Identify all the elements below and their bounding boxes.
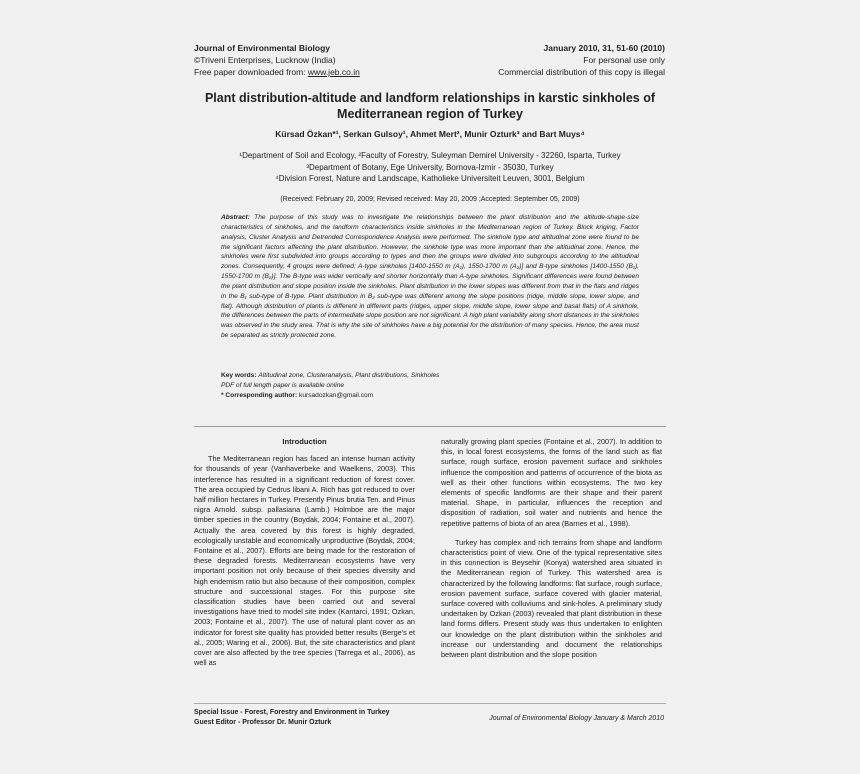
authors: Kürsad Özkan*¹, Serkan Gulsoy¹, Ahmet Mert², Munir Ozturk³ and Bart Muys⁴	[275, 129, 585, 139]
keywords-label: Key words:	[221, 372, 257, 379]
download-prefix: Free paper downloaded from:	[194, 67, 308, 77]
corresponding-email[interactable]: kursadozkan@gmail.com	[299, 392, 374, 399]
issue-date: January 2010, 31, 51-60 (2010)	[543, 43, 665, 53]
download-line	[194, 66, 360, 78]
header-right	[498, 42, 665, 78]
intro-heading: Introduction	[282, 437, 327, 446]
download-link[interactable]: www.jeb.co.in	[307, 67, 360, 77]
intro-paragraph-1: The Mediterranean region has faced an intense human activity for thousands of year (Vanhaverbeke and Waelkens, 2003). This interference has resulted in a significant reduction of forest cover. The area occupied by Cedrus libani A. Rich has got reduced to over half million hectares in Turkey. Presently Pinus brutia Ten. and Pinus nigra Arnold. subsp. pallasiana (Lamb.) Holmboe are the major timber species in the country (Boydak, 2004; Fontaine et al., 2007). Actually the area covered by this forest is highly degraded, ecologically unstable and economically unproductive (Boydak, 2004; Fontaine et al., 2007). Efforts are being made for the restoration of these degraded forests. Mediterranean ecosystems have very important position not only because of their species diversity and high endemism ratio but also because of their composition, complex structure and successional stages. For this purpose site classification studies have been carried out and several investigations have tried to model site index (Kantarci, 1991; Ozkan, 2003; Fontaine et al., 2007). The use of natural plant cover as an indicator for forest site quality has provided better results (Berge's et al., 2005; Waring et al., 2006). But, the site characteristics and plant cover are also affected by the tree species (Tarrega et al., 2006), as well as	[194, 454, 415, 668]
affiliation-1: ¹Department of Soil and Ecology, ²Faculty of Forestry, Suleyman Demirel University - 32260, Isparta, Turkey	[239, 151, 621, 160]
keywords-text: Altitudinal zone, Clusteranalysis, Plant distributions, Sinkholes	[258, 372, 440, 379]
keywords-line	[221, 371, 639, 381]
header-left	[194, 42, 360, 78]
special-issue-label: Special Issue - Forest, Forestry and Environment in Turkey	[194, 709, 390, 716]
footer-journal-date: Journal of Environmental Biology January & March 2010	[489, 715, 664, 722]
footer-left	[194, 708, 390, 728]
pdf-note: PDF of full length paper is available online	[221, 382, 345, 389]
corresponding-line	[221, 391, 639, 401]
personal-use-note: For personal use only	[583, 55, 665, 65]
intro-paragraph-continued: naturally growing plant species (Fontaine et al., 2007). In addition to this, in local forest ecosystems, the forms of the land such as flat surface, rough surface, erosion pavement surface and sinkholes influence the composition and patterns of occurrence of the biota as well as their other functions within ecosystems. The two key elements of specific landforms are their shape and their parent material. Shape, in particular, influences the reception and disposition of radiation, soil water and nutrients and hence the repetitive patterns of biota of an area (Barnes et al., 1998).	[441, 437, 662, 528]
abstract	[221, 213, 639, 341]
section-divider	[194, 426, 666, 427]
abstract-text: The purpose of this study was to investigate the relationships between the plant distribution and the altitude-shape-size characteristics of sinkholes, and the landform characteristics inside sinkholes in the Mediterranean region of Turkey. Block kriging, Factor analysis, Cluster Analysis and Detrended Correspondence Analysis were performed. The sinkhole type and altitudinal zone were found to be the significant factors affecting the plant distribution. However, the sinkhole type was more important than the altitudinal zone. Hence, the sinkholes were first subdivided into groups according to types and then the groups were divided into subgroups according to the altitudinal zones. Consequently, 4 groups were defined; A-type sinkholes [1400-1550 m (A₁), 1550-1700 m (A₂)] and B-type sinkholes [1400-1550 (B₁), 1550-1700 m (B₂)]. The B-type was wider vertically and shorter horizontally than A-type sinkholes. Significant differences were found between the plant distribution and slope position inside the sinkholes. Plant distribution in the lower slopes was different from that in the flats and ridges in the B₁ sub-type of B-type. Plant distribution in B₂ sub-type was different among the slope positions (ridge, middle slope, lower slope, and flat). Although distribution of plants is different in different parts (ridges, upper slope, middle slope, lower slope and basal flats) of A sinkhole, the differences between the parts of intermediate slope position are not significant. A high plant variability along short distances in the sinkholes was observed in the study area. That is why the site of sinkholes have a big potential for the distribution of many species. Hence, the area must be separated as strictly protected zone.	[221, 214, 639, 340]
corresponding-label: * Corresponding author:	[221, 392, 298, 399]
paper-title: Plant distribution-altitude and landform relationships in karstic sinkholes of Mediterranean region of Turkey	[204, 91, 656, 121]
affiliation-3: ⁴Division Forest, Nature and Landscape, Katholieke Universiteit Leuven, 3001, Belgium	[275, 174, 585, 184]
footer-divider	[194, 703, 666, 704]
guest-editor-label: Guest Editor - Professor Dr. Munir Ozturk	[194, 719, 332, 726]
keywords-block	[221, 371, 639, 401]
publisher: ©Triveni Enterprises, Lucknow (India)	[194, 55, 336, 65]
abstract-label: Abstract:	[221, 214, 250, 221]
body-column-right	[441, 437, 662, 660]
distribution-note: Commercial distribution of this copy is illegal	[498, 67, 665, 77]
affiliation-2: ³Department of Botany, Ege University, Bornova-Izmir - 35030, Turkey	[306, 162, 554, 172]
intro-paragraph-2: Turkey has complex and rich terrains from shape and landform characteristics point of view. One of the typical representative sites in this connection is Beysehir (Konya) watershed area situated in the Mediterranean region of Turkey. This watershed area is characterized by the following landforms: flat surface, rough surface, erosion pavement surface, surface covered with glacier material, surface covered with colluviums and sink-holes. A preliminary study undertaken by Ozkan (2003) revealed that plant distribution in these land forms differs. Present study was thus undertaken to enlighten our knowledge on the plant distribution within the sinkholes and increase our understanding and document the relationships between plant distribution and the slope position	[441, 537, 662, 660]
affiliations	[200, 150, 660, 185]
journal-name: Journal of Environmental Biology	[194, 43, 331, 53]
received-dates: (Received: February 20, 2009; Revised received: May 20, 2009 ;Accepted: September 05, 2009)	[280, 196, 580, 203]
body-column-left	[194, 437, 415, 668]
